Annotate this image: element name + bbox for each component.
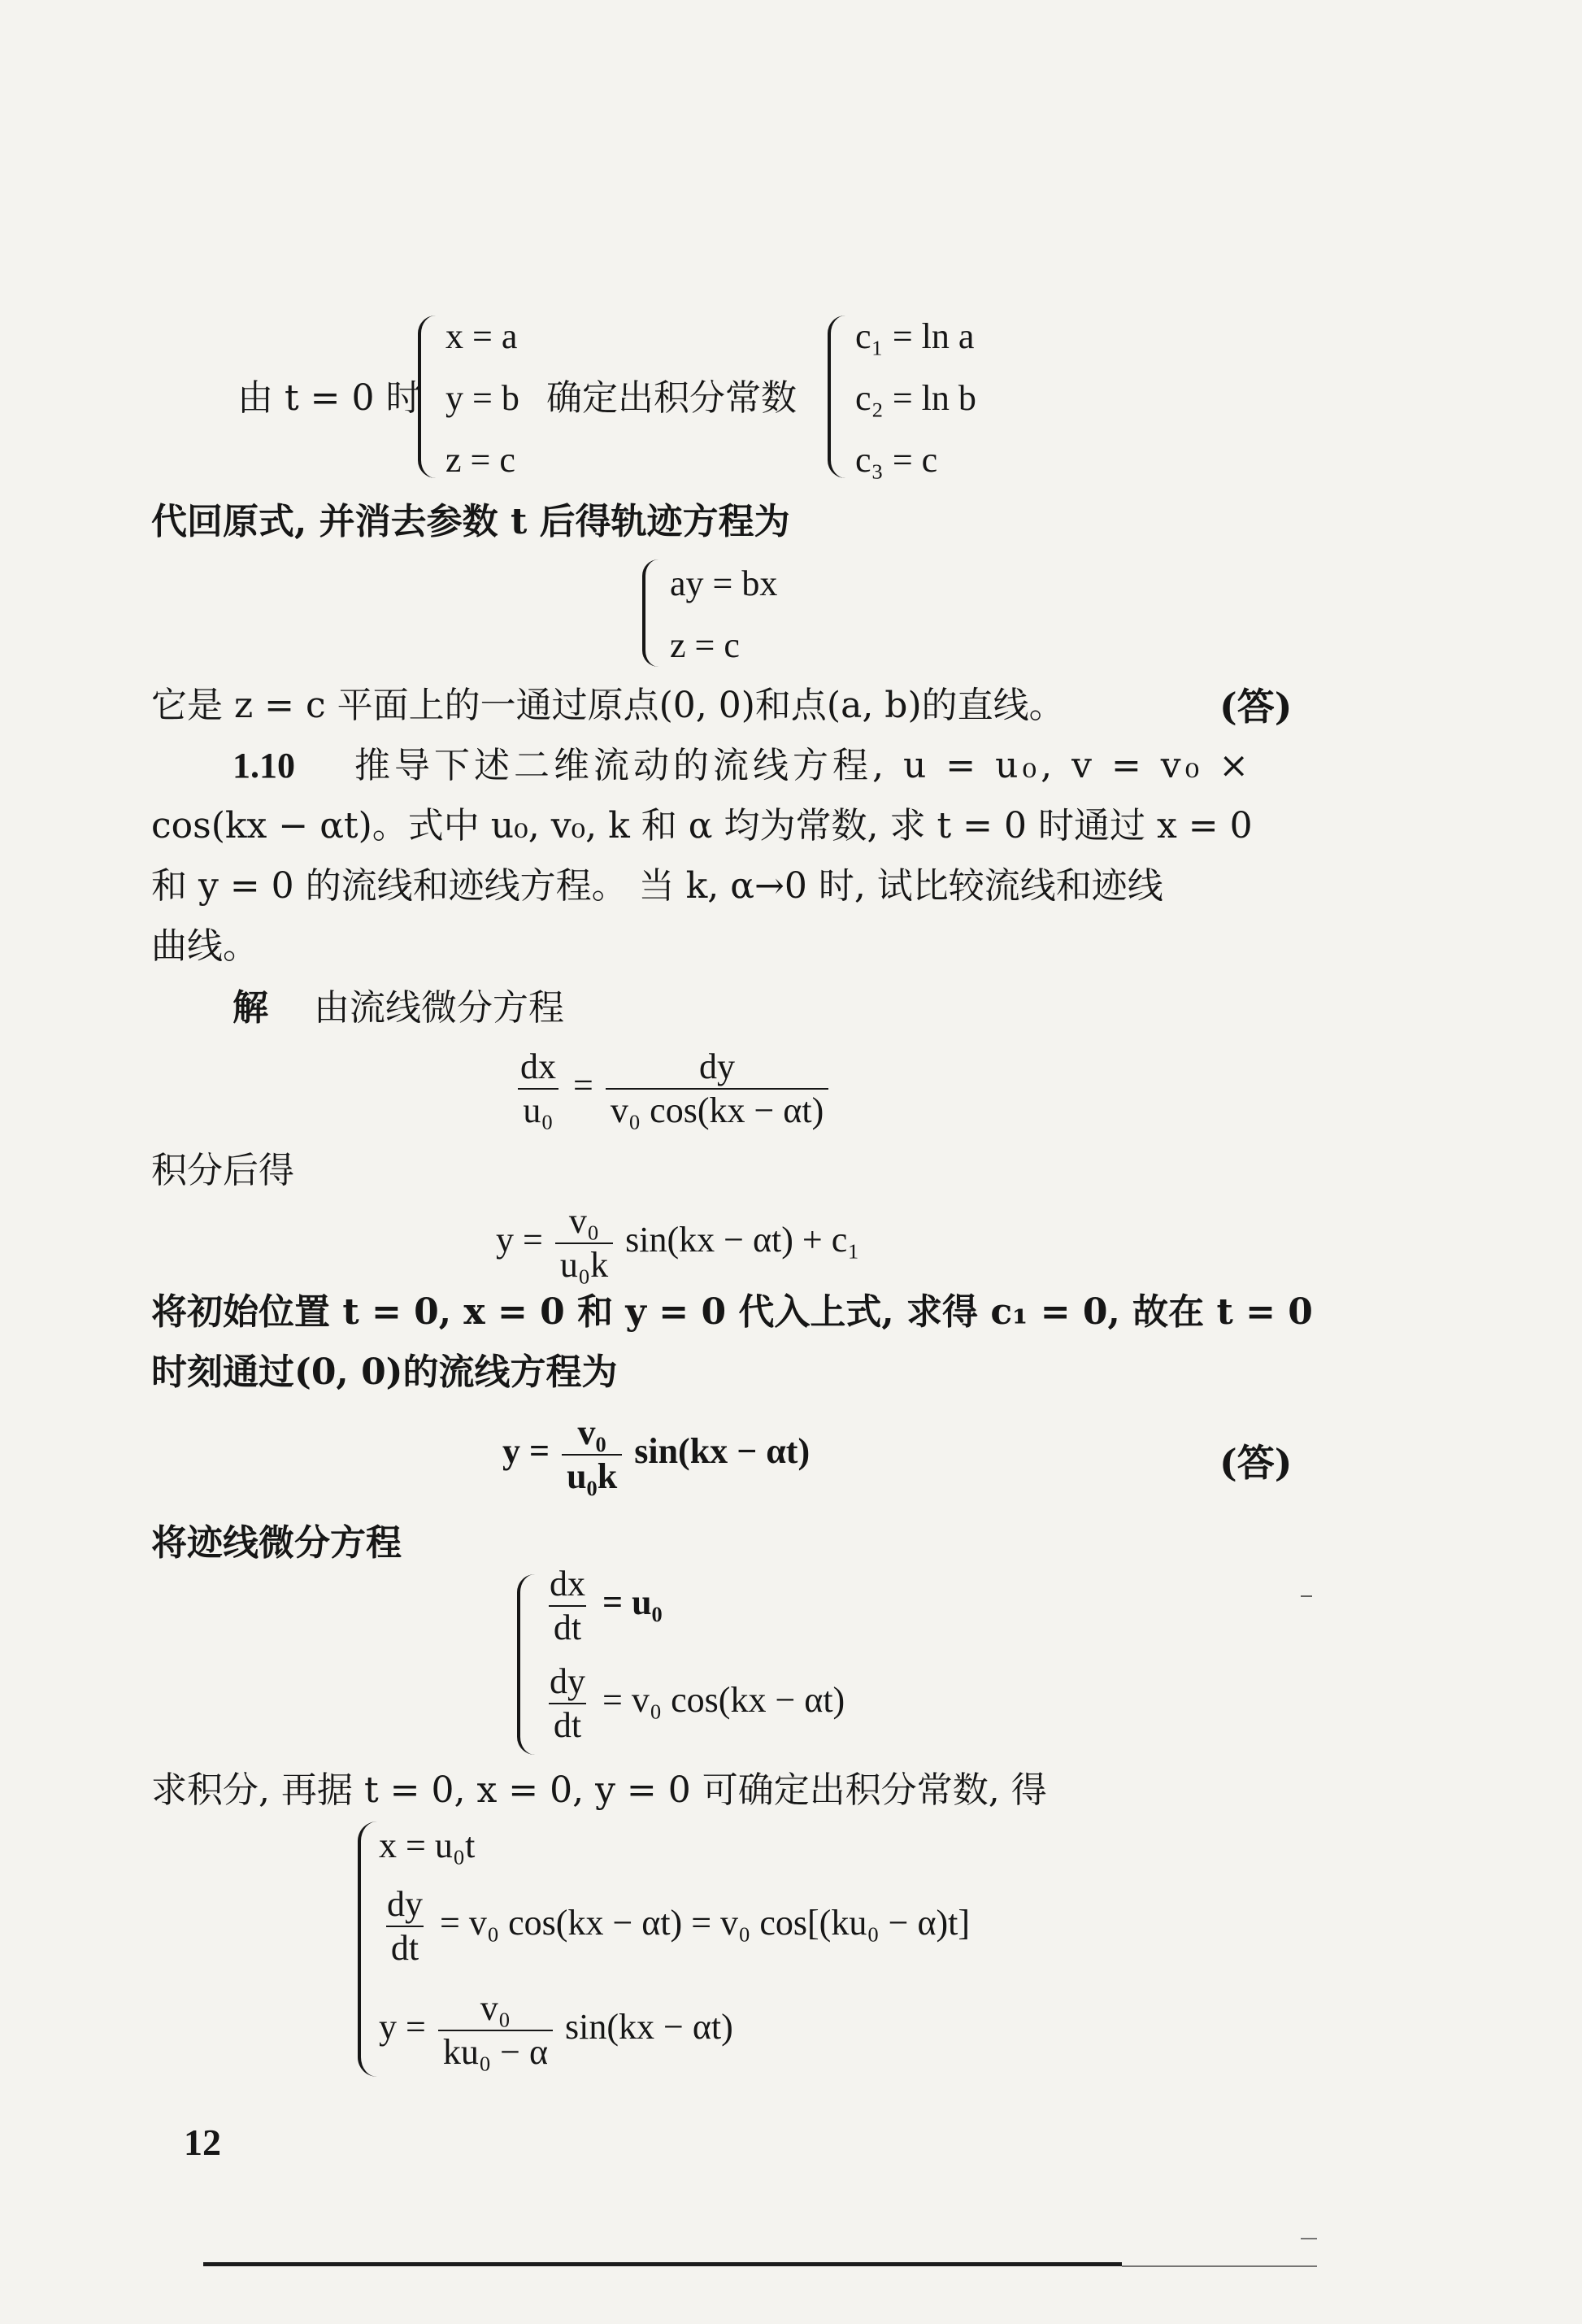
scan-speck bbox=[1301, 2238, 1317, 2239]
substitute-text-2: 时刻通过(0, 0)的流线方程为 bbox=[151, 1351, 618, 1393]
denominator: u₀k bbox=[555, 1243, 613, 1283]
numerator: v₀ bbox=[568, 1201, 600, 1241]
lhs: y = bbox=[496, 1220, 543, 1260]
streamline-diff-equation bbox=[512, 1049, 832, 1129]
denominator: dt bbox=[386, 1926, 424, 1966]
init-z: z = c bbox=[445, 440, 515, 480]
solution-eq-3 bbox=[379, 1988, 733, 2072]
denominator: dt bbox=[549, 1703, 586, 1743]
substitute-line: 代回原式, 并消去参数 t 后得轨迹方程为 bbox=[151, 501, 790, 542]
rhs: sin(kx − αt) bbox=[565, 2007, 733, 2048]
rhs: sin(kx − αt) + c₁ bbox=[625, 1220, 860, 1260]
answer-mark-2: (答) bbox=[1219, 1441, 1293, 1485]
integrate-text-2: 求积分, 再据 t = 0, x = 0, y = 0 可确定出积分常数, 得 bbox=[151, 1769, 1047, 1811]
rhs: = v₀ cos(kx − αt) bbox=[602, 1680, 845, 1721]
bottom-rule bbox=[203, 2262, 1122, 2266]
denominator: v₀ cos(kx − αt) bbox=[606, 1088, 828, 1129]
numerator: dy bbox=[550, 1661, 585, 1701]
pathline-system-brace bbox=[517, 1574, 535, 1755]
initial-condition-intro: 由 t = 0 时 bbox=[237, 377, 422, 419]
trajectory-eq-1: ay = bx bbox=[670, 564, 778, 603]
constants-brace bbox=[828, 316, 845, 478]
constant-c3: c₃ = c bbox=[855, 440, 938, 480]
integrated-streamline bbox=[496, 1203, 860, 1283]
numerator: dx bbox=[550, 1564, 585, 1604]
solution-eq-2 bbox=[379, 1884, 971, 1968]
streamline-equation bbox=[502, 1412, 811, 1496]
bottom-rule-tail bbox=[1122, 2265, 1317, 2267]
init-x: x = a bbox=[445, 316, 518, 356]
denominator: dt bbox=[549, 1605, 586, 1646]
numerator: dy bbox=[699, 1047, 736, 1086]
numerator: dy bbox=[387, 1884, 423, 1924]
solution-label: 解 bbox=[233, 987, 268, 1029]
numerator: v₀ bbox=[480, 1988, 511, 2028]
trajectory-conclusion: 它是 z = c 平面上的一通过原点(0, 0)和点(a, b)的直线。 bbox=[151, 685, 1065, 726]
fraction-v0-u0k bbox=[555, 1203, 613, 1283]
answer-mark-1: (答) bbox=[1219, 685, 1293, 729]
trajectory-eq-2: z = c bbox=[670, 625, 740, 665]
fraction-v0-ku0-minus-alpha bbox=[438, 1988, 553, 2072]
solution-system-brace bbox=[358, 1821, 377, 2077]
problem-line-3: 和 y = 0 的流线和迹线方程。 当 k, α→0 时, 试比较流线和迹线 bbox=[151, 865, 1163, 907]
problem-line-4: 曲线。 bbox=[151, 925, 259, 967]
integrate-text: 积分后得 bbox=[151, 1150, 294, 1191]
substitute-text-1: 将初始位置 t = 0, x = 0 和 y = 0 代入上式, 求得 c₁ = 0, 故在 t = 0 bbox=[151, 1291, 1313, 1333]
denominator: u₀k bbox=[562, 1454, 622, 1495]
lhs: y = bbox=[379, 2007, 426, 2048]
trajectory-brace bbox=[642, 559, 658, 667]
problem-line-2: cos(kx − αt)。式中 u₀, v₀, k 和 α 均为常数, 求 t = 0 时通过 x = 0 bbox=[151, 805, 1253, 846]
constant-c1: c₁ = ln a bbox=[855, 316, 975, 356]
pathline-eq-1 bbox=[541, 1566, 663, 1646]
denominator: ku₀ − α bbox=[438, 2030, 553, 2070]
solution-eq-1: x = u₀t bbox=[379, 1826, 476, 1865]
solution-intro: 由流线微分方程 bbox=[314, 987, 564, 1029]
fraction-v0-u0k bbox=[562, 1412, 622, 1496]
denominator: u₀ bbox=[518, 1088, 558, 1129]
rhs: = v₀ cos(kx − αt) = v₀ cos[(ku₀ − α)t] bbox=[440, 1903, 971, 1943]
numerator: v₀ bbox=[577, 1412, 606, 1452]
fraction-dx-u0 bbox=[515, 1049, 561, 1129]
scan-speck bbox=[1301, 1595, 1312, 1597]
numerator: dx bbox=[520, 1047, 556, 1086]
rhs: = u₀ bbox=[602, 1582, 663, 1623]
page-number: 12 bbox=[184, 2122, 221, 2163]
problem-number: 1.10 bbox=[233, 746, 295, 786]
lhs: y = bbox=[502, 1431, 550, 1472]
pathline-eq-2 bbox=[541, 1661, 845, 1745]
problem-line-1: 推导下述二维流动的流线方程, u = u₀, v = v₀ × bbox=[354, 745, 1254, 786]
initial-conditions-brace bbox=[418, 316, 436, 478]
fraction-dy-dt bbox=[382, 1884, 428, 1968]
fraction-dy-v0cos bbox=[606, 1049, 828, 1129]
equals-sign: = bbox=[573, 1065, 593, 1106]
fraction-dy-dt bbox=[545, 1661, 590, 1745]
rhs: sin(kx − αt) bbox=[634, 1431, 811, 1472]
init-y: y = b bbox=[445, 378, 519, 418]
fraction-dx-dt bbox=[545, 1566, 590, 1646]
constant-c2: c₂ = ln b bbox=[855, 378, 976, 418]
pathline-intro: 将迹线微分方程 bbox=[151, 1522, 402, 1564]
constants-text: 确定出积分常数 bbox=[546, 377, 797, 419]
